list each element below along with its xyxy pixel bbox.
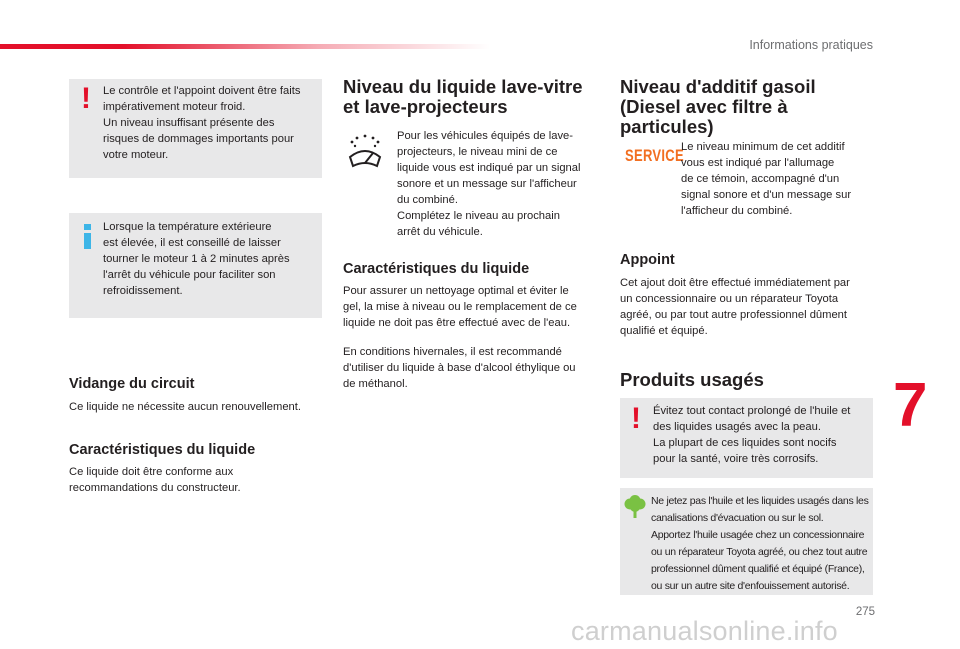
- eco-line: Apportez l'huile usagée chez un concessionnaire: [651, 529, 865, 541]
- text-line: En conditions hivernales, il est recommandé: [343, 346, 562, 358]
- heading-diesel-additive: [620, 77, 880, 137]
- warning-line: Un niveau insuffisant présente des: [103, 117, 275, 129]
- warning-line: impérativement moteur froid.: [103, 101, 246, 113]
- warning-exclamation-icon: !: [631, 402, 641, 435]
- warning-box-used-fluids: [620, 398, 873, 478]
- heading-washer-fluid: [343, 77, 613, 117]
- page-number: 275: [855, 606, 875, 618]
- coolant-specs-text: [69, 464, 329, 496]
- info-line: tourner le moteur 1 à 2 minutes après: [103, 253, 290, 265]
- info-line: refroidissement.: [103, 285, 183, 297]
- text-line: liquide ne doit pas être effectué avec de l'eau.: [343, 317, 571, 329]
- text-line: Le niveau minimum de cet additif: [681, 141, 845, 153]
- warning-line: pour la santé, voire très corrosifs.: [653, 453, 819, 465]
- watermark-text: carmanualsonline.info: [571, 616, 838, 646]
- text-line: qualifié et équipé.: [620, 325, 708, 337]
- info-icon: [84, 224, 91, 249]
- chapter-number: 7: [893, 371, 928, 440]
- warning-line: risques de dommages importants pour: [103, 133, 294, 145]
- eco-line: ou un réparateur Toyota agréé, ou chez tout autre: [651, 546, 868, 558]
- heading-circuit-drain: Vidange du circuit: [69, 376, 195, 392]
- text-line: vous est indiqué par l'allumage: [681, 157, 835, 169]
- service-warning-icon: SERVICE: [625, 146, 684, 165]
- header-accent-bar: [0, 44, 490, 49]
- eco-line: ou sur un autre site d'enfouissement autorisé.: [651, 580, 850, 592]
- text-line: gel, la mise à niveau ou le remplacement de ce: [343, 301, 577, 313]
- eco-line: professionnel dûment qualifié et équipé (France),: [651, 563, 865, 575]
- text-line: de méthanol.: [343, 378, 408, 390]
- eco-line: Ne jetez pas l'huile et les liquides usagés dans les: [651, 495, 869, 507]
- warning-line: Évitez tout contact prolongé de l'huile et: [653, 405, 851, 417]
- warning-box-cold-engine: [69, 79, 322, 178]
- heading-line: Niveau du liquide lave-vitre: [343, 76, 583, 97]
- text-line: Ce liquide ne nécessite aucun renouvellement.: [69, 401, 301, 413]
- text-line: Pour assurer un nettoyage optimal et éviter le: [343, 285, 569, 297]
- windshield-washer-icon: [346, 133, 384, 171]
- eco-line: canalisations d'évacuation ou sur le sol.: [651, 512, 824, 524]
- section-header-title: Informations pratiques: [749, 38, 873, 52]
- heading-line: et lave-projecteurs: [343, 96, 508, 117]
- text-line: arrêt du véhicule.: [397, 226, 483, 238]
- diesel-additive-intro: [681, 139, 881, 219]
- warning-line: Le contrôle et l'appoint doivent être faits: [103, 85, 301, 97]
- text-line: Complétez le niveau au prochain: [397, 210, 560, 222]
- text-line: projecteurs, le niveau mini de ce: [397, 146, 558, 158]
- heading-line: (Diesel avec filtre à: [620, 96, 788, 117]
- warning-line: La plupart de ces liquides sont nocifs: [653, 437, 837, 449]
- heading-refill: Appoint: [620, 252, 675, 268]
- warning-exclamation-icon: !: [81, 82, 91, 115]
- text-line: d'utiliser du liquide à base d'alcool éthylique ou: [343, 362, 576, 374]
- heading-washer-specs: Caractéristiques du liquide: [343, 261, 530, 277]
- text-line: Pour les véhicules équipés de lave-: [397, 130, 573, 142]
- text-line: un concessionnaire ou un réparateur Toyota: [620, 293, 839, 305]
- heading-used-products: Produits usagés: [620, 369, 764, 390]
- text-line: liquide vous est indiqué par un signal: [397, 162, 581, 174]
- eco-tree-icon: [624, 495, 646, 519]
- washer-specs-para1: [343, 283, 603, 331]
- washer-specs-para2: [343, 344, 603, 392]
- heading-line: particules): [620, 116, 714, 137]
- info-line: l'arrêt du véhicule pour faciliter son: [103, 269, 276, 281]
- text-line: Ce liquide doit être conforme aux: [69, 466, 234, 478]
- heading-coolant-specs: Caractéristiques du liquide: [69, 442, 256, 458]
- washer-fluid-intro: [397, 128, 607, 240]
- text-line: agréé, ou par tout autre professionnel dûment: [620, 309, 848, 321]
- info-line: Lorsque la température extérieure: [103, 221, 272, 233]
- warning-line: des liquides usagés avec la peau.: [653, 421, 821, 433]
- text-line: recommandations du constructeur.: [69, 482, 241, 494]
- text-line: sonore et un message sur l'afficheur: [397, 178, 577, 190]
- text-line: Cet ajout doit être effectué immédiatement par: [620, 277, 850, 289]
- text-line: du combiné.: [397, 194, 458, 206]
- info-line: est élevée, il est conseillé de laisser: [103, 237, 281, 249]
- info-box-hot-weather: [69, 213, 322, 318]
- refill-text: [620, 275, 880, 339]
- heading-line: Niveau d'additif gasoil: [620, 76, 816, 97]
- eco-box-disposal: [620, 488, 873, 595]
- text-line: de ce témoin, accompagné d'un: [681, 173, 840, 185]
- warning-line: votre moteur.: [103, 149, 169, 161]
- circuit-drain-text: [69, 399, 329, 415]
- text-line: l'afficheur du combiné.: [681, 205, 793, 217]
- text-line: signal sonore et d'un message sur: [681, 189, 852, 201]
